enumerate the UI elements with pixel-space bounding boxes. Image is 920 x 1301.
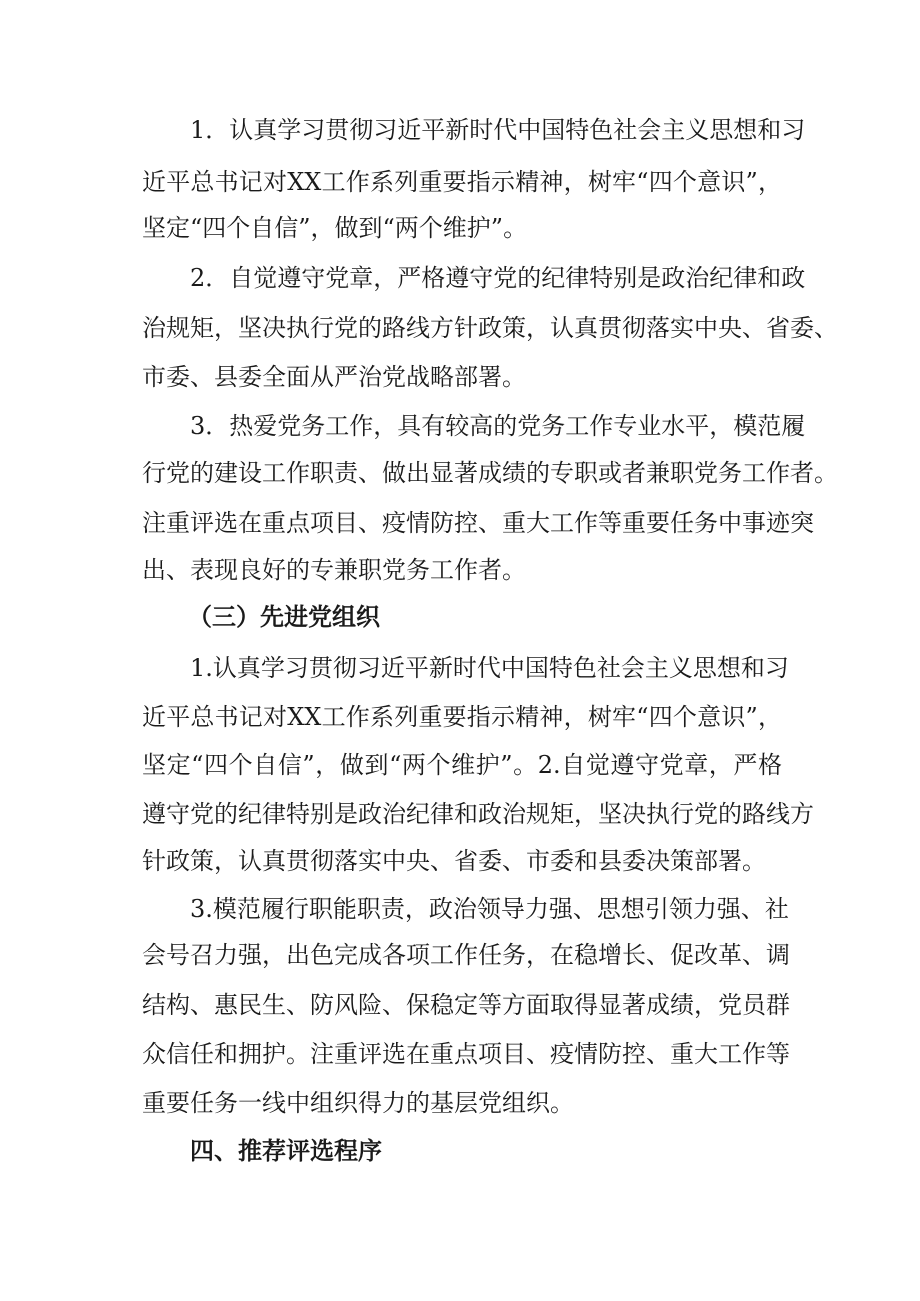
paragraph-4-line-4: 遵守党的纪律特别是政治纪律和政治规矩，坚决执行党的路线方 — [142, 800, 814, 828]
paragraph-4-line-2: 近平总书记对XX工作系列重要指示精神，树牢“四个意识”， — [142, 703, 782, 731]
paragraph-5-line-3: 结构、惠民生、防风险、保稳定等方面取得显著成绩，党员群 — [142, 991, 790, 1019]
paragraph-2-line-1: 2．自觉遵守党章，严格遵守党的纪律特别是政治纪律和政 — [190, 264, 806, 292]
paragraph-2-line-2: 治规矩，坚决执行党的路线方针政策，认真贯彻落实中央、省委、 — [142, 314, 838, 342]
paragraph-3-line-1: 3．热爱党务工作，具有较高的党务工作专业水平，模范履 — [190, 412, 806, 440]
paragraph-5-line-5: 重要任务一线中组织得力的基层党组织。 — [142, 1089, 574, 1117]
paragraph-1-line-3: 坚定“四个自信”，做到“两个维护”。 — [142, 214, 528, 242]
paragraph-5-line-2: 会号召力强，出色完成各项工作任务，在稳增长、促改革、调 — [142, 941, 790, 969]
paragraph-1-line-1: 1．认真学习贯彻习近平新时代中国特色社会主义思想和习 — [190, 116, 806, 144]
paragraph-4-line-1: 1.认真学习贯彻习近平新时代中国特色社会主义思想和习 — [190, 654, 789, 682]
paragraph-4-line-3: 坚定“四个自信”，做到“两个维护”。2.自觉遵守党章，严格 — [142, 751, 782, 779]
paragraph-3-line-2: 行党的建设工作职责、做出显著成绩的专职或者兼职党务工作者。 — [142, 459, 838, 487]
paragraph-3-line-3: 注重评选在重点项目、疫情防控、重大工作等重要任务中事迹突 — [142, 509, 814, 537]
paragraph-4-line-5: 针政策，认真贯彻落实中央、省委、市委和县委决策部署。 — [142, 847, 766, 875]
section-4-heading: 四、推荐评选程序 — [190, 1137, 382, 1165]
section-3-heading: （三）先进党组织 — [188, 603, 380, 631]
paragraph-3-line-4: 出、表现良好的专兼职党务工作者。 — [142, 556, 526, 584]
paragraph-5-line-4: 众信任和拥护。注重评选在重点项目、疫情防控、重大工作等 — [142, 1040, 790, 1068]
paragraph-1-line-2: 近平总书记对XX工作系列重要指示精神，树牢“四个意识”， — [142, 168, 782, 196]
paragraph-2-line-3: 市委、县委全面从严治党战略部署。 — [142, 363, 526, 391]
paragraph-5-line-1: 3.模范履行职能职责，政治领导力强、思想引领力强、社 — [190, 895, 789, 923]
